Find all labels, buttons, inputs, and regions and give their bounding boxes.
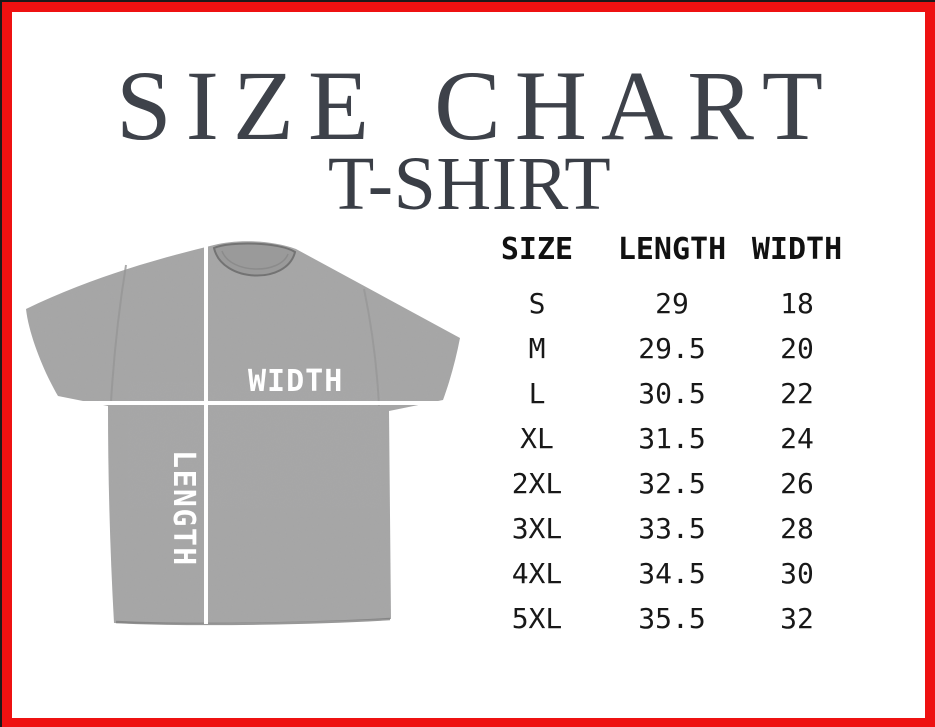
table-row xyxy=(467,416,857,461)
width-cell: 28 xyxy=(780,512,814,545)
size-cell: 5XL xyxy=(511,602,563,635)
table-row xyxy=(467,281,857,326)
length-cell: 29.5 xyxy=(638,332,706,365)
length-cell: 31.5 xyxy=(638,422,706,455)
length-cell: 30.5 xyxy=(638,377,706,410)
width-measure-line xyxy=(59,401,448,405)
width-cell: 30 xyxy=(780,557,814,590)
size-cell: S xyxy=(528,287,546,320)
table-row xyxy=(467,461,857,506)
size-cell: 3XL xyxy=(511,512,563,545)
page-title: SIZE CHART xyxy=(116,50,837,161)
length-cell: 35.5 xyxy=(638,602,706,635)
size-cell: XL xyxy=(520,422,554,455)
size-table xyxy=(467,230,857,641)
content-area xyxy=(2,2,935,727)
width-cell: 22 xyxy=(780,377,814,410)
table-row xyxy=(467,326,857,371)
shirt-width-label: WIDTH xyxy=(248,364,344,399)
col-header-size: SIZE xyxy=(500,231,574,267)
length-cell: 32.5 xyxy=(638,467,706,500)
width-cell: 24 xyxy=(780,422,814,455)
size-cell: 2XL xyxy=(511,467,563,500)
length-cell: 34.5 xyxy=(638,557,706,590)
width-cell: 18 xyxy=(780,287,814,320)
size-cell: M xyxy=(528,332,546,365)
shirt-length-label: LENGTH xyxy=(166,450,201,567)
col-header-width: WIDTH xyxy=(751,231,843,267)
size-cell: L xyxy=(528,377,546,410)
length-cell: 33.5 xyxy=(638,512,706,545)
size-table-body xyxy=(467,281,857,641)
table-row xyxy=(467,506,857,551)
width-cell: 20 xyxy=(780,332,814,365)
col-header-length: LENGTH xyxy=(617,231,727,267)
table-row xyxy=(467,371,857,416)
size-cell: 4XL xyxy=(511,557,563,590)
red-border-bottom xyxy=(2,718,935,727)
red-border-right xyxy=(925,2,935,727)
length-measure-line xyxy=(204,237,208,624)
page-subtitle: T-SHIRT xyxy=(327,142,612,226)
length-cell: 29 xyxy=(655,287,689,320)
fabric-texture xyxy=(17,232,472,632)
red-border-left xyxy=(2,2,12,727)
width-cell: 26 xyxy=(780,467,814,500)
table-row xyxy=(467,551,857,596)
table-row xyxy=(467,596,857,641)
width-cell: 32 xyxy=(780,602,814,635)
size-table-header xyxy=(467,230,857,268)
red-border-top xyxy=(2,2,935,12)
